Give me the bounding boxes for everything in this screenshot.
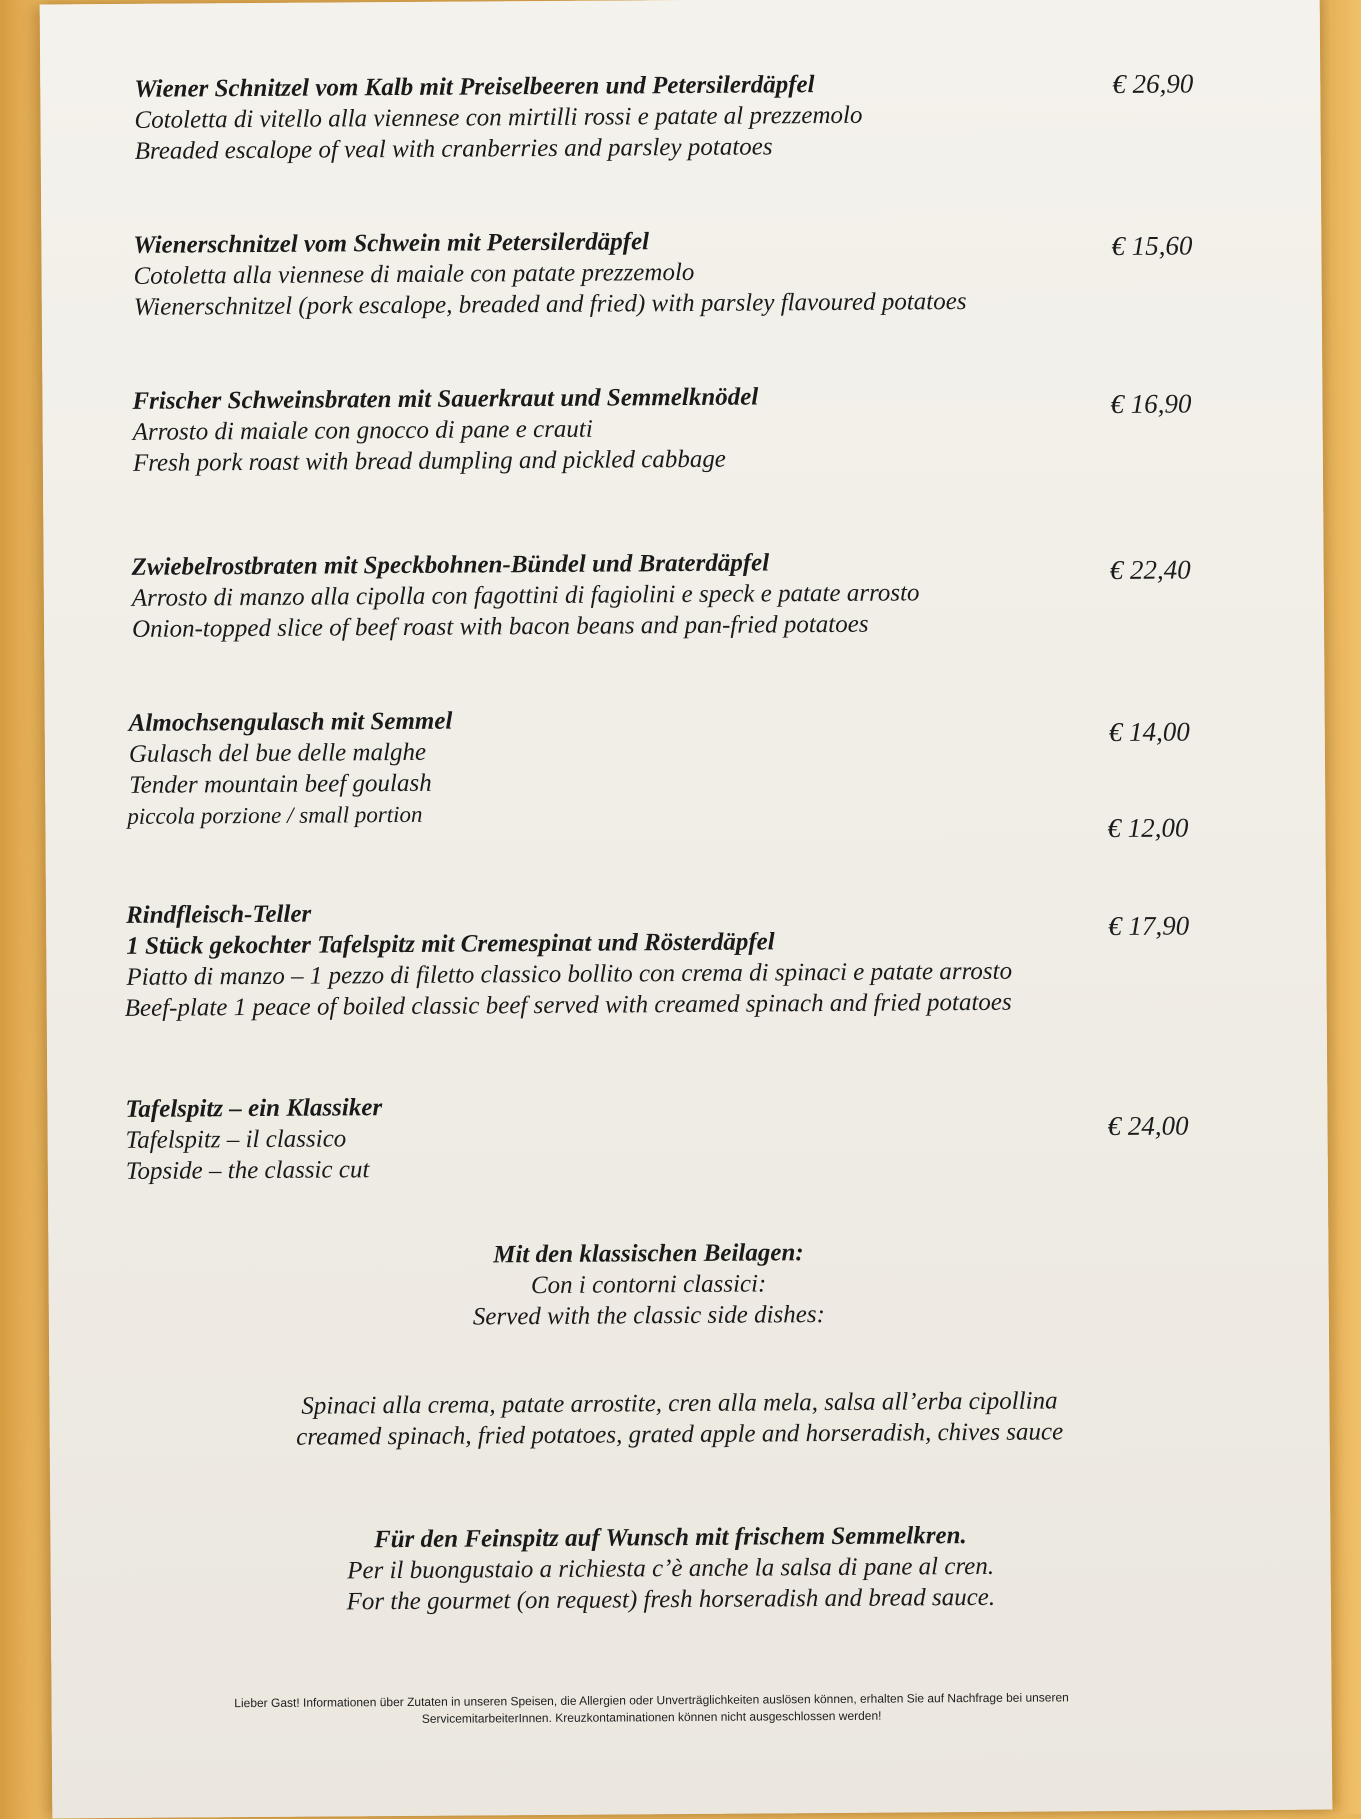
dish-price: € 16,90 [1110,388,1192,420]
table-background [1333,0,1361,1814]
dish-name: Wienerschnitzel vom Schwein mit Petersilerdäpfel [133,228,650,259]
dish-price: € 17,90 [1108,910,1190,942]
dish-name: Rindfleisch-Teller [125,900,312,929]
side-dishes-list [39,1384,1319,1455]
allergen-notice-line1: Lieber Gast! Informationen über Zutaten in unseren Speisen, die Allergien oder Unverträglichkeiten auslösen können, erhalten Sie auf Nachfrage bei unseren [234,1690,1069,1711]
gourmet-italian: Per il buongustaio a richiesta c’è anche la salsa di pane al cren. [347,1552,995,1585]
dish-name: Wiener Schnitzel vom Kalb mit Preiselbeeren und Petersilerdäpfel [134,71,815,103]
sides-list-italian: Spinaci alla crema, patate arrostite, cren alla mela, salsa all’erba cipollina [301,1387,1058,1420]
gourmet-english: For the gourmet (on request) fresh horseradish and bread sauce. [346,1583,996,1616]
dish-italian: Arrosto di manzo alla cipolla con fagottini di fagiolini e speck e patate arrosto [131,579,920,612]
dish-price: € 26,90 [1112,68,1194,100]
dish-english: Wienerschnitzel (pork escalope, breaded and fried) with parsley flavoured potatoes [133,288,967,321]
dish-price-small: € 12,00 [1107,812,1189,844]
dish-price: € 22,40 [1109,554,1191,586]
dish-name: Almochsengulasch mit Semmel [128,707,453,737]
sides-heading-english: Served with the classic side dishes: [472,1301,825,1331]
sides-heading-italian: Con i contorni classici: [530,1270,767,1300]
menu-item-tafelspitz [47,1086,1328,1188]
dish-price: € 15,60 [1111,230,1193,262]
menu-item-veal-schnitzel [40,66,1321,168]
allergen-notice-line2: ServicemitarbeiterInnen. Kreuzkontaminationen können nicht ausgeschlossen werden! [421,1708,882,1726]
dish-english: Beef-plate 1 peace of boiled classic beef served with creamed spinach and fried potatoes [124,988,1012,1022]
dish-italian: Gulasch del bue delle malghe [128,738,427,768]
sides-list-english: creamed spinach, fried potatoes, grated apple and horseradish, chives sauce [296,1418,1064,1451]
dish-italian: Cotoletta di vitello alla viennese con mirtilli rossi e patate al prezzemolo [134,101,863,134]
allergen-notice [151,1689,1151,1730]
dish-italian: Cotoletta alla viennese di maiale con patate prezzemolo [133,258,695,290]
gourmet-german: Für den Feinspitz auf Wunsch mit frischem Semmelkren. [373,1522,967,1554]
side-dishes-section [8,1234,1289,1336]
dish-price: € 24,00 [1107,1110,1189,1142]
dish-name: Zwiebelrostbraten mit Speckbohnen-Bündel und Braterdäpfel [131,549,770,581]
dish-english: Tender mountain beef goulash [129,769,432,799]
dish-italian: Arrosto di maiale con gnocco di pane e crauti [132,415,593,446]
dish-italian: Piatto di manzo – 1 pezzo di filetto classico bollito con crema di spinaci e patate arrosto [126,957,1013,991]
gourmet-section [30,1518,1311,1620]
dish-english: Breaded escalope of veal with cranberries and parsley potatoes [134,133,773,165]
dish-english: Fresh pork roast with bread dumpling and pickled cabbage [132,445,726,477]
dish-italian: Tafelspitz – il classico [125,1125,347,1154]
menu-item-beef-plate [46,892,1327,1025]
dish-price: € 14,00 [1108,716,1190,748]
menu-item-pork-schnitzel [41,222,1322,324]
dish-english: Onion-topped slice of beef roast with bacon beans and pan-fried potatoes [131,610,869,643]
sides-heading: Mit den klassischen Beilagen: [493,1239,804,1269]
menu-item-pork-roast [42,378,1323,480]
dish-small-portion: piccola porzione / small portion [127,801,423,829]
menu-item-onion-roast-beef [44,544,1325,646]
dish-name: Frischer Schweinsbraten mit Sauerkraut und Semmelknödel [132,383,759,415]
dish-english: Topside – the classic cut [125,1156,370,1185]
dish-name-detail: 1 Stück gekochter Tafelspitz mit Cremespinat und Rösterdäpfel [126,928,775,960]
menu-page [40,0,1333,1818]
menu-item-goulash [45,700,1326,844]
dish-name: Tafelspitz – ein Klassiker [125,1094,383,1123]
